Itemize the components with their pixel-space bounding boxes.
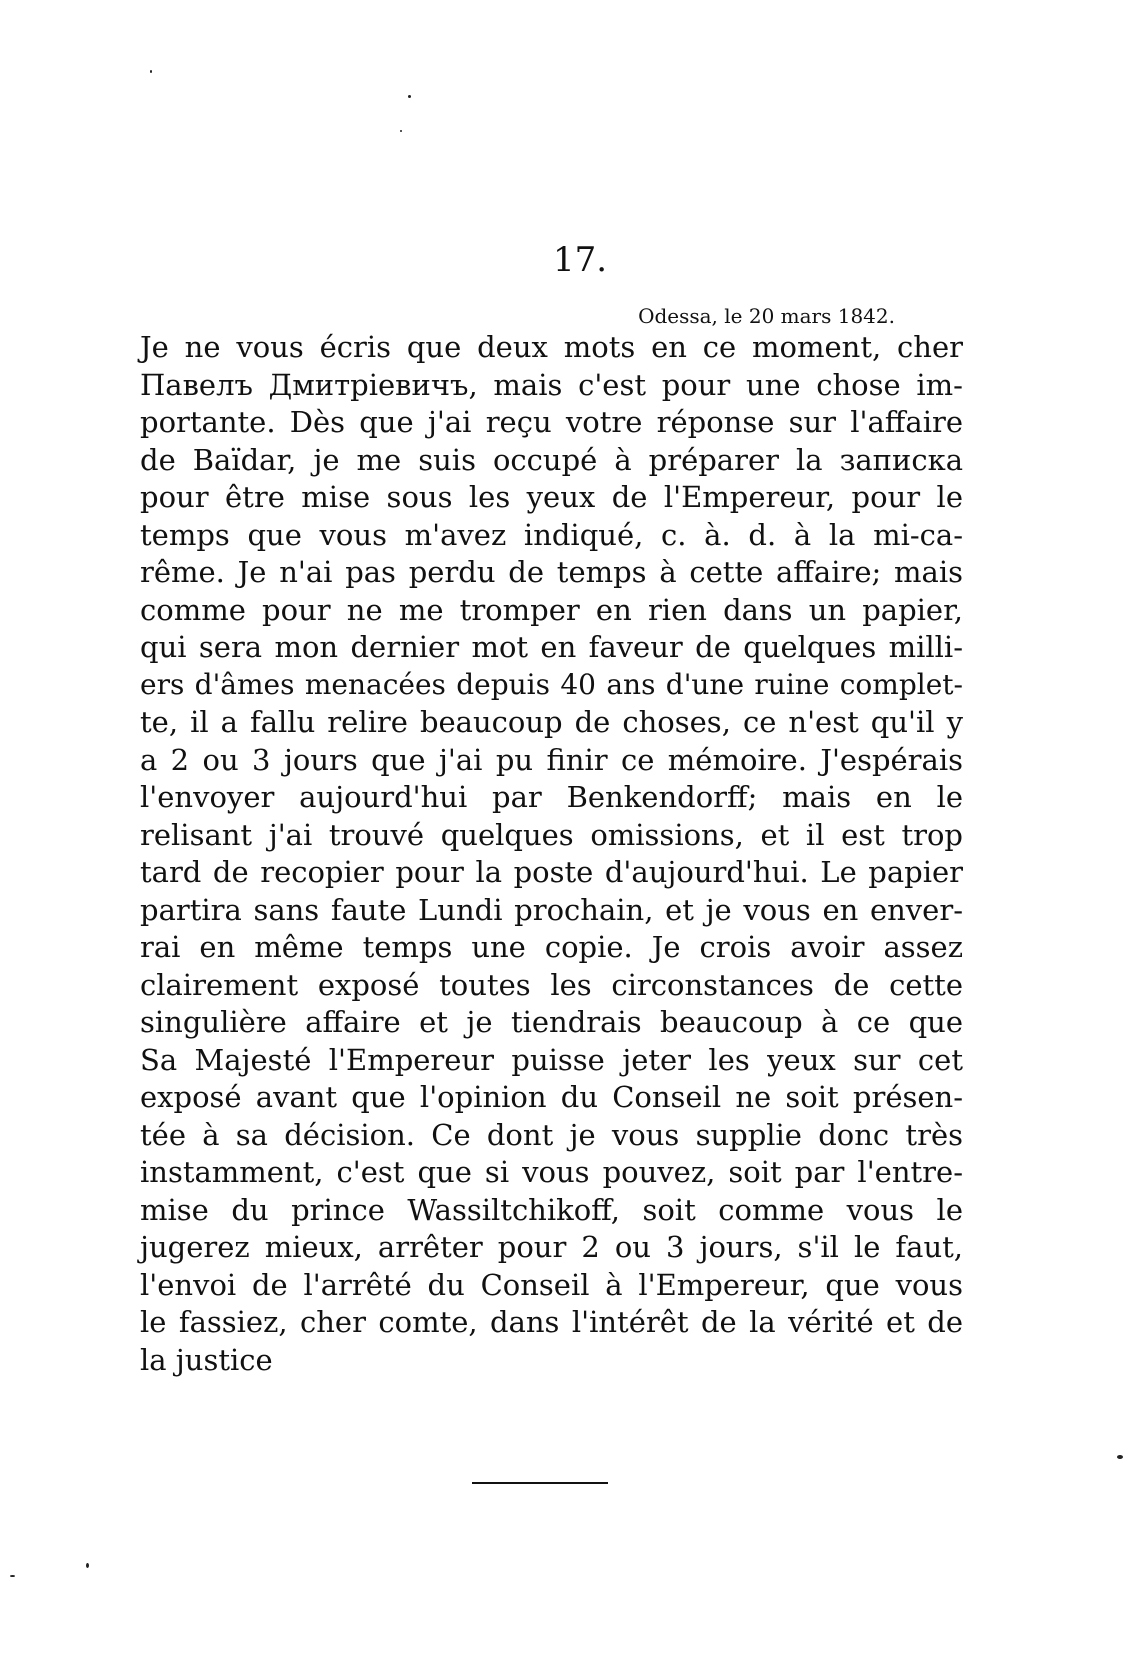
body-line: te, il a fallu relire beaucoup de choses, ce n'est qu'il y [140, 705, 963, 739]
body-line: relisant j'ai trouvé quelques omissions, et il est trop [140, 818, 963, 852]
body-line: exposé avant que l'opinion du Conseil ne soit présen- [140, 1080, 963, 1114]
body-line: la justice [140, 1343, 273, 1377]
body-line: Sa Majesté l'Empereur puisse jeter les yeux sur cet [140, 1043, 963, 1077]
body-line: de Baïdar, je me suis occupé à préparer la записка [140, 443, 963, 477]
body-line: rême. Je n'ai pas perdu de temps à cette affaire; mais [140, 555, 963, 589]
body-line: clairement exposé toutes les circonstances de cette [140, 968, 963, 1002]
body-line: l'envoi de l'arrêté du Conseil à l'Empereur, que vous [140, 1268, 963, 1302]
body-line: tard de recopier pour la poste d'aujourd'hui. Le papier [140, 855, 963, 889]
scan-speck [150, 70, 152, 73]
body-line: Павелъ Дмитріевичъ, mais c'est pour une chose im- [140, 368, 963, 402]
letter-number: 17. [552, 240, 608, 280]
body-line: portante. Dès que j'ai reçu votre réponse sur l'affaire [140, 405, 963, 439]
scan-speck [400, 130, 402, 132]
body-line: singulière affaire et je tiendrais beaucoup à ce que [140, 1005, 963, 1039]
scan-speck [10, 1575, 15, 1577]
body-line: l'envoyer aujourd'hui par Benkendorff; mais en le [140, 780, 963, 814]
end-rule [472, 1482, 608, 1484]
body-line: ers d'âmes menacées depuis 40 ans d'une ruine complet- [140, 668, 963, 701]
body-line: instamment, c'est que si vous pouvez, soit par l'entre- [140, 1155, 963, 1189]
body-line: le fassiez, cher comte, dans l'intérêt de la vérité et de [140, 1305, 963, 1339]
body-line: qui sera mon dernier mot en faveur de quelques milli- [140, 630, 963, 664]
body-line: comme pour ne me tromper en rien dans un papier, [140, 593, 963, 627]
scan-speck [408, 95, 411, 98]
body-line: tée à sa décision. Ce dont je vous supplie donc très [140, 1118, 963, 1152]
body-line: rai en même temps une copie. Je crois avoir assez [140, 930, 963, 964]
scan-speck [86, 1563, 89, 1568]
body-line: Je ne vous écris que deux mots en ce moment, cher [140, 330, 963, 364]
body-line: partira sans faute Lundi prochain, et je vous en enver- [140, 893, 963, 927]
body-line: a 2 ou 3 jours que j'ai pu finir ce mémoire. J'espérais [140, 743, 963, 777]
dateline: Odessa, le 20 mars 1842. [638, 304, 895, 328]
body-line: mise du prince Wassiltchikoff, soit comme vous le [140, 1193, 963, 1227]
body-line: temps que vous m'avez indiqué, c. à. d. à la mi-ca- [140, 518, 963, 552]
scan-speck [1117, 1455, 1123, 1459]
body-line: pour être mise sous les yeux de l'Empereur, pour le [140, 480, 963, 514]
body-line: jugerez mieux, arrêter pour 2 ou 3 jours, s'il le faut, [140, 1230, 963, 1264]
